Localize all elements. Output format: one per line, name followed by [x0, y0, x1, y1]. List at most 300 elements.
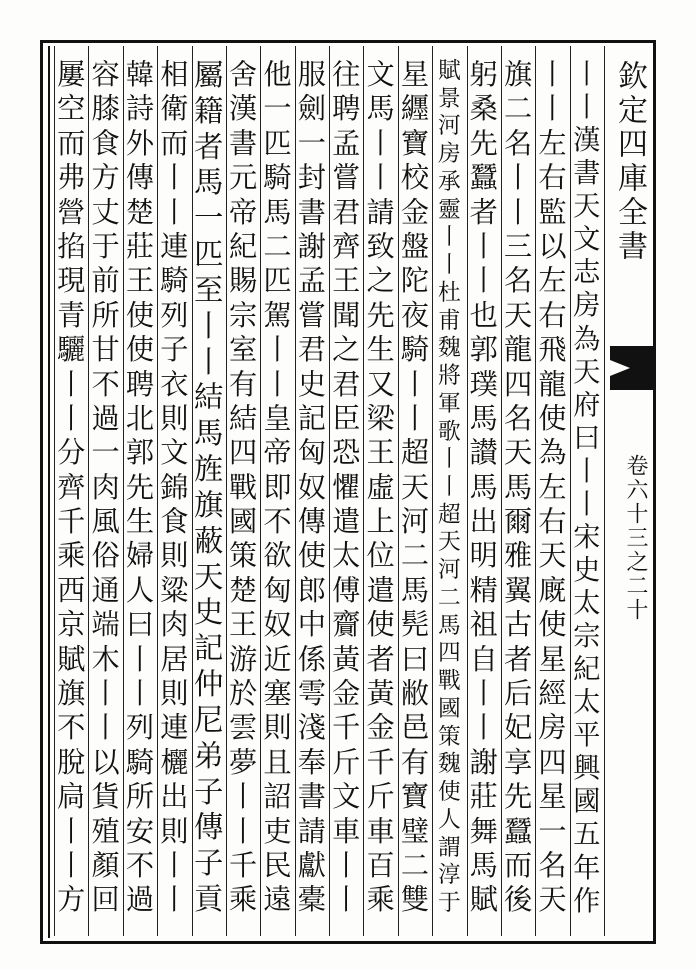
- glyph: 先: [125, 470, 155, 504]
- glyph: 以: [91, 745, 120, 779]
- glyph: 王: [228, 608, 258, 642]
- glyph: 監: [538, 195, 567, 229]
- glyph: 文: [366, 58, 395, 91]
- glyph: 雅: [503, 539, 533, 573]
- glyph: 相: [160, 58, 189, 91]
- glyph: 莊: [125, 229, 155, 263]
- glyph: 傳: [297, 505, 326, 539]
- glyph: 所: [125, 780, 155, 814]
- glyph: 名: [538, 848, 567, 882]
- glyph: 夢: [228, 745, 258, 779]
- glyph: 千: [228, 848, 258, 882]
- glyph: 者: [503, 642, 533, 676]
- glyph: 騎: [125, 745, 155, 779]
- glyph: 寶: [400, 780, 430, 814]
- glyph: 髡: [400, 608, 430, 642]
- glyph: 丨: [437, 224, 461, 251]
- glyph: 孟: [297, 264, 326, 298]
- glyph: 府: [573, 389, 601, 421]
- glyph: 馬: [469, 470, 498, 504]
- glyph: 曰: [125, 608, 155, 642]
- glyph: 懼: [332, 470, 361, 504]
- glyph: 連: [160, 229, 189, 263]
- glyph: 百: [366, 848, 395, 882]
- glyph: 丨: [332, 883, 361, 917]
- glyph: 傅: [332, 573, 361, 607]
- glyph: 衛: [160, 92, 189, 126]
- glyph: 駕: [263, 298, 292, 332]
- glyph: 金: [400, 195, 430, 229]
- glyph: 君: [332, 367, 361, 401]
- glyph: 膝: [91, 92, 120, 126]
- glyph: 丨: [57, 401, 86, 435]
- glyph: 天: [503, 436, 533, 470]
- glyph: 上: [366, 505, 395, 539]
- glyph: 王: [332, 264, 361, 298]
- glyph: 四: [437, 640, 461, 667]
- glyph: 淺: [297, 711, 326, 745]
- glyph: 文: [332, 780, 361, 814]
- glyph: 馬: [469, 848, 498, 882]
- glyph: 黃: [366, 677, 395, 711]
- glyph: 請: [366, 195, 395, 229]
- glyph: 又: [366, 367, 395, 401]
- glyph: 名: [503, 401, 533, 435]
- glyph: 匈: [297, 436, 326, 470]
- glyph: 出: [160, 780, 189, 814]
- glyph: 翼: [503, 573, 533, 607]
- glyph: 丨: [538, 92, 567, 126]
- glyph: 曰: [400, 642, 430, 676]
- glyph: 丨: [125, 677, 155, 711]
- glyph: 二: [400, 848, 430, 882]
- glyph: 錦: [160, 470, 189, 504]
- glyph: 丨: [228, 814, 258, 848]
- glyph: 丨: [91, 677, 120, 711]
- glyph: 丨: [57, 848, 86, 882]
- fishtail-mark: [610, 346, 656, 390]
- glyph: 五: [573, 819, 601, 851]
- glyph: 蔽: [193, 523, 224, 558]
- glyph: 策: [228, 539, 258, 573]
- glyph: 丨: [469, 264, 498, 298]
- glyph: 子: [193, 846, 224, 881]
- glyph: 人: [437, 806, 461, 833]
- glyph: 則: [160, 539, 189, 573]
- glyph: 端: [91, 608, 120, 642]
- glyph: 丨: [160, 161, 189, 195]
- glyph: 史: [193, 595, 224, 630]
- glyph: 廐: [538, 573, 567, 607]
- glyph: 策: [437, 723, 461, 750]
- glyph: 旗: [503, 58, 533, 91]
- glyph: 星: [538, 780, 567, 814]
- glyph: 龍: [503, 333, 533, 367]
- glyph: 天: [573, 356, 601, 388]
- glyph: 丨: [160, 195, 189, 229]
- glyph: 帝: [263, 436, 292, 470]
- glyph: 外: [125, 126, 155, 160]
- glyph: 孟: [332, 126, 361, 160]
- glyph: 左: [538, 264, 567, 298]
- glyph: 傳: [193, 810, 224, 845]
- glyph: 扃: [57, 780, 86, 814]
- glyph: 王: [125, 264, 155, 298]
- glyph: 紀: [228, 229, 258, 263]
- glyph: 元: [228, 161, 258, 195]
- glyph: 安: [125, 814, 155, 848]
- glyph: 歌: [437, 418, 461, 445]
- glyph: 食: [160, 505, 189, 539]
- glyph: 經: [538, 677, 567, 711]
- glyph: 丈: [91, 195, 120, 229]
- glyph: 結: [193, 380, 224, 415]
- glyph: 結: [228, 401, 258, 435]
- glyph: 漢: [573, 125, 601, 157]
- glyph: 一: [297, 126, 326, 160]
- glyph: 掐: [57, 229, 86, 263]
- glyph: 志: [573, 257, 601, 289]
- glyph: 天: [538, 539, 567, 573]
- glyph: 文: [573, 224, 601, 256]
- glyph: 國: [573, 786, 601, 818]
- glyph: 傳: [125, 161, 155, 195]
- glyph: 敝: [400, 677, 430, 711]
- glyph: 丨: [228, 780, 258, 814]
- glyph: 塞: [263, 677, 292, 711]
- glyph: 通: [91, 573, 120, 607]
- glyph: 四: [228, 436, 258, 470]
- glyph: 先: [503, 780, 533, 814]
- glyph: 年: [573, 852, 601, 884]
- glyph: 弟: [193, 738, 224, 773]
- glyph: 使: [538, 401, 567, 435]
- glyph: 為: [573, 323, 601, 355]
- glyph: 乘: [366, 883, 395, 917]
- glyph: 婦: [125, 539, 155, 573]
- glyph: 河: [437, 557, 461, 584]
- glyph: 籍: [193, 93, 224, 128]
- glyph: 讃: [469, 436, 498, 470]
- glyph: 超: [400, 436, 430, 470]
- glyph: 丨: [503, 195, 533, 229]
- glyph: 青: [57, 298, 86, 332]
- glyph: 粱: [160, 573, 189, 607]
- glyph: 河: [437, 113, 461, 140]
- glyph: 往: [332, 58, 361, 91]
- glyph: 風: [91, 505, 120, 539]
- glyph: 盤: [400, 229, 430, 263]
- glyph: 營: [57, 195, 86, 229]
- glyph: 璞: [469, 367, 498, 401]
- glyph: 魏: [437, 751, 461, 778]
- glyph: 明: [469, 539, 498, 573]
- glyph: 丨: [57, 367, 86, 401]
- glyph: 使: [437, 779, 461, 806]
- glyph: 自: [469, 642, 498, 676]
- glyph: 臣: [332, 401, 361, 435]
- glyph: 宗: [228, 298, 258, 332]
- glyph: 古: [503, 608, 533, 642]
- glyph: 淳: [437, 862, 461, 889]
- glyph: 方: [57, 883, 86, 917]
- glyph: 位: [366, 539, 395, 573]
- glyph: 請: [297, 814, 326, 848]
- glyph: 詩: [125, 92, 155, 126]
- glyph: 校: [400, 161, 430, 195]
- glyph: 嘗: [332, 161, 361, 195]
- glyph: 丨: [160, 848, 189, 882]
- glyph: 子: [160, 333, 189, 367]
- glyph: 匈: [263, 573, 292, 607]
- glyph: 丨: [366, 161, 395, 195]
- glyph: 以: [538, 229, 567, 263]
- glyph: 享: [503, 745, 533, 779]
- glyph: 楚: [125, 195, 155, 229]
- glyph: 馬: [469, 401, 498, 435]
- glyph: 列: [160, 298, 189, 332]
- glyph: 民: [263, 848, 292, 882]
- glyph: 曰: [573, 422, 601, 454]
- glyph: 子: [193, 774, 224, 809]
- glyph: 丨: [400, 401, 430, 435]
- glyph: 天: [400, 470, 430, 504]
- glyph: 車: [366, 814, 395, 848]
- chapter-label: 卷六十三之二十: [623, 454, 648, 622]
- glyph: 騎: [263, 161, 292, 195]
- glyph: 北: [125, 401, 155, 435]
- glyph: 房: [437, 141, 461, 168]
- glyph: 一: [193, 201, 224, 236]
- glyph: 雩: [297, 677, 326, 711]
- glyph: 精: [469, 573, 498, 607]
- glyph: 河: [400, 505, 430, 539]
- glyph: 天: [193, 559, 224, 594]
- glyph: 驪: [57, 333, 86, 367]
- glyph: 丨: [538, 58, 567, 91]
- glyph: 書: [573, 158, 601, 190]
- glyph: 生: [125, 505, 155, 539]
- glyph: 甫: [437, 307, 461, 334]
- glyph: 爾: [503, 505, 533, 539]
- glyph: 殖: [91, 814, 120, 848]
- glyph: 飛: [538, 333, 567, 367]
- glyph: 奉: [297, 745, 326, 779]
- glyph: 丨: [263, 333, 292, 367]
- page-header-column: [610, 46, 658, 936]
- glyph: 獻: [297, 848, 326, 882]
- glyph: 脫: [57, 745, 86, 779]
- glyph: 帝: [228, 195, 258, 229]
- glyph: 匹: [193, 237, 224, 272]
- glyph: 雲: [228, 711, 258, 745]
- glyph: 遣: [332, 505, 361, 539]
- glyph: 虛: [366, 470, 395, 504]
- glyph: 于: [91, 229, 120, 263]
- glyph: 三: [503, 229, 533, 263]
- glyph: 名: [503, 264, 533, 298]
- glyph: 近: [263, 642, 292, 676]
- glyph: 房: [573, 290, 601, 322]
- glyph: 舞: [469, 814, 498, 848]
- glyph: 則: [160, 401, 189, 435]
- glyph: 使: [125, 298, 155, 332]
- glyph: 郎: [297, 573, 326, 607]
- glyph: 記: [193, 631, 224, 666]
- glyph: 而: [160, 126, 189, 160]
- glyph: 丨: [57, 814, 86, 848]
- glyph: 承: [437, 168, 461, 195]
- glyph: 后: [503, 677, 533, 711]
- glyph: 桑: [469, 92, 498, 126]
- glyph: 丨: [160, 883, 189, 917]
- glyph: 之: [332, 333, 361, 367]
- book-title: 欽定四庫全書: [612, 60, 647, 264]
- glyph: 丨: [366, 126, 395, 160]
- glyph: 國: [228, 505, 258, 539]
- glyph: 使: [538, 608, 567, 642]
- glyph: 丨: [573, 59, 601, 90]
- glyph: 甘: [91, 333, 120, 367]
- glyph: 漢: [228, 92, 258, 126]
- glyph: 則: [160, 677, 189, 711]
- glyph: 齊: [57, 470, 86, 504]
- glyph: 馬: [193, 165, 224, 200]
- glyph: 房: [538, 711, 567, 745]
- glyph: 人: [125, 573, 155, 607]
- glyph: 木: [91, 642, 120, 676]
- glyph: 列: [125, 711, 155, 745]
- glyph: 太: [573, 687, 601, 719]
- glyph: 二: [503, 92, 533, 126]
- glyph: 宋: [573, 521, 601, 553]
- glyph: 回: [91, 883, 120, 917]
- text-column: [49, 58, 93, 918]
- glyph: 分: [57, 436, 86, 470]
- glyph: 吏: [263, 814, 292, 848]
- glyph: 皇: [263, 401, 292, 435]
- glyph: 肉: [91, 470, 120, 504]
- glyph: 顏: [91, 848, 120, 882]
- glyph: 一: [538, 814, 567, 848]
- glyph: 楚: [228, 573, 258, 607]
- glyph: 宗: [573, 621, 601, 653]
- glyph: 先: [366, 298, 395, 332]
- glyph: 連: [160, 711, 189, 745]
- glyph: 丨: [469, 711, 498, 745]
- glyph: 欲: [263, 539, 292, 573]
- glyph: 聘: [125, 367, 155, 401]
- glyph: 有: [228, 367, 258, 401]
- glyph: 旌: [193, 452, 224, 487]
- glyph: 貨: [91, 780, 120, 814]
- glyph: 西: [57, 573, 86, 607]
- glyph: 郭: [469, 333, 498, 367]
- glyph: 丨: [469, 677, 498, 711]
- glyph: 不: [91, 367, 120, 401]
- glyph: 斤: [366, 780, 395, 814]
- glyph: 馬: [503, 470, 533, 504]
- glyph: 居: [160, 642, 189, 676]
- glyph: 嘗: [297, 298, 326, 332]
- glyph: 而: [57, 126, 86, 160]
- glyph: 太: [573, 588, 601, 619]
- glyph: 之: [366, 264, 395, 298]
- glyph: 奴: [297, 470, 326, 504]
- glyph: 謝: [297, 229, 326, 263]
- glyph: 馬: [366, 92, 395, 126]
- glyph: 左: [538, 470, 567, 504]
- glyph: 陀: [400, 264, 430, 298]
- glyph: 黃: [332, 642, 361, 676]
- glyph: 遣: [366, 573, 395, 607]
- glyph: 車: [332, 814, 361, 848]
- glyph: 先: [469, 126, 498, 160]
- glyph: 馬: [193, 416, 224, 451]
- glyph: 丨: [125, 642, 155, 676]
- glyph: 丨: [573, 455, 601, 487]
- glyph: 且: [263, 745, 292, 779]
- glyph: 服: [297, 58, 326, 91]
- glyph: 賦: [437, 58, 461, 84]
- glyph: 丨: [437, 252, 461, 279]
- glyph: 平: [573, 720, 601, 752]
- glyph: 詔: [263, 780, 292, 814]
- glyph: 書: [297, 195, 326, 229]
- glyph: 謝: [469, 745, 498, 779]
- glyph: 者: [193, 129, 224, 164]
- glyph: 史: [297, 367, 326, 401]
- glyph: 郭: [125, 436, 155, 470]
- glyph: 前: [91, 264, 120, 298]
- glyph: 丨: [469, 229, 498, 263]
- glyph: 千: [366, 745, 395, 779]
- glyph: 騎: [400, 333, 430, 367]
- glyph: 金: [366, 711, 395, 745]
- glyph: 右: [538, 161, 567, 195]
- glyph: 旗: [57, 677, 86, 711]
- glyph: 中: [297, 608, 326, 642]
- glyph: 丨: [503, 161, 533, 195]
- glyph: 杜: [437, 279, 461, 306]
- glyph: 靈: [437, 196, 461, 223]
- glyph: 即: [263, 470, 292, 504]
- glyph: 君: [297, 333, 326, 367]
- glyph: 旗: [193, 487, 224, 522]
- glyph: 邑: [400, 711, 430, 745]
- glyph: 丨: [332, 848, 361, 882]
- glyph: 出: [469, 505, 498, 539]
- glyph: 四: [503, 367, 533, 401]
- glyph: 尼: [193, 702, 224, 737]
- glyph: 丨: [193, 344, 224, 379]
- glyph: 為: [538, 436, 567, 470]
- glyph: 劍: [297, 92, 326, 126]
- glyph: 齊: [332, 229, 361, 263]
- glyph: 君: [332, 195, 361, 229]
- glyph: 現: [57, 264, 86, 298]
- glyph: 不: [125, 848, 155, 882]
- glyph: 景: [437, 85, 461, 112]
- glyph: 他: [263, 58, 292, 91]
- glyph: 纒: [400, 92, 430, 126]
- glyph: 匹: [263, 264, 292, 298]
- glyph: 太: [332, 539, 361, 573]
- glyph: 過: [125, 883, 155, 917]
- glyph: 弗: [57, 161, 86, 195]
- glyph: 躬: [469, 58, 498, 91]
- glyph: 文: [160, 436, 189, 470]
